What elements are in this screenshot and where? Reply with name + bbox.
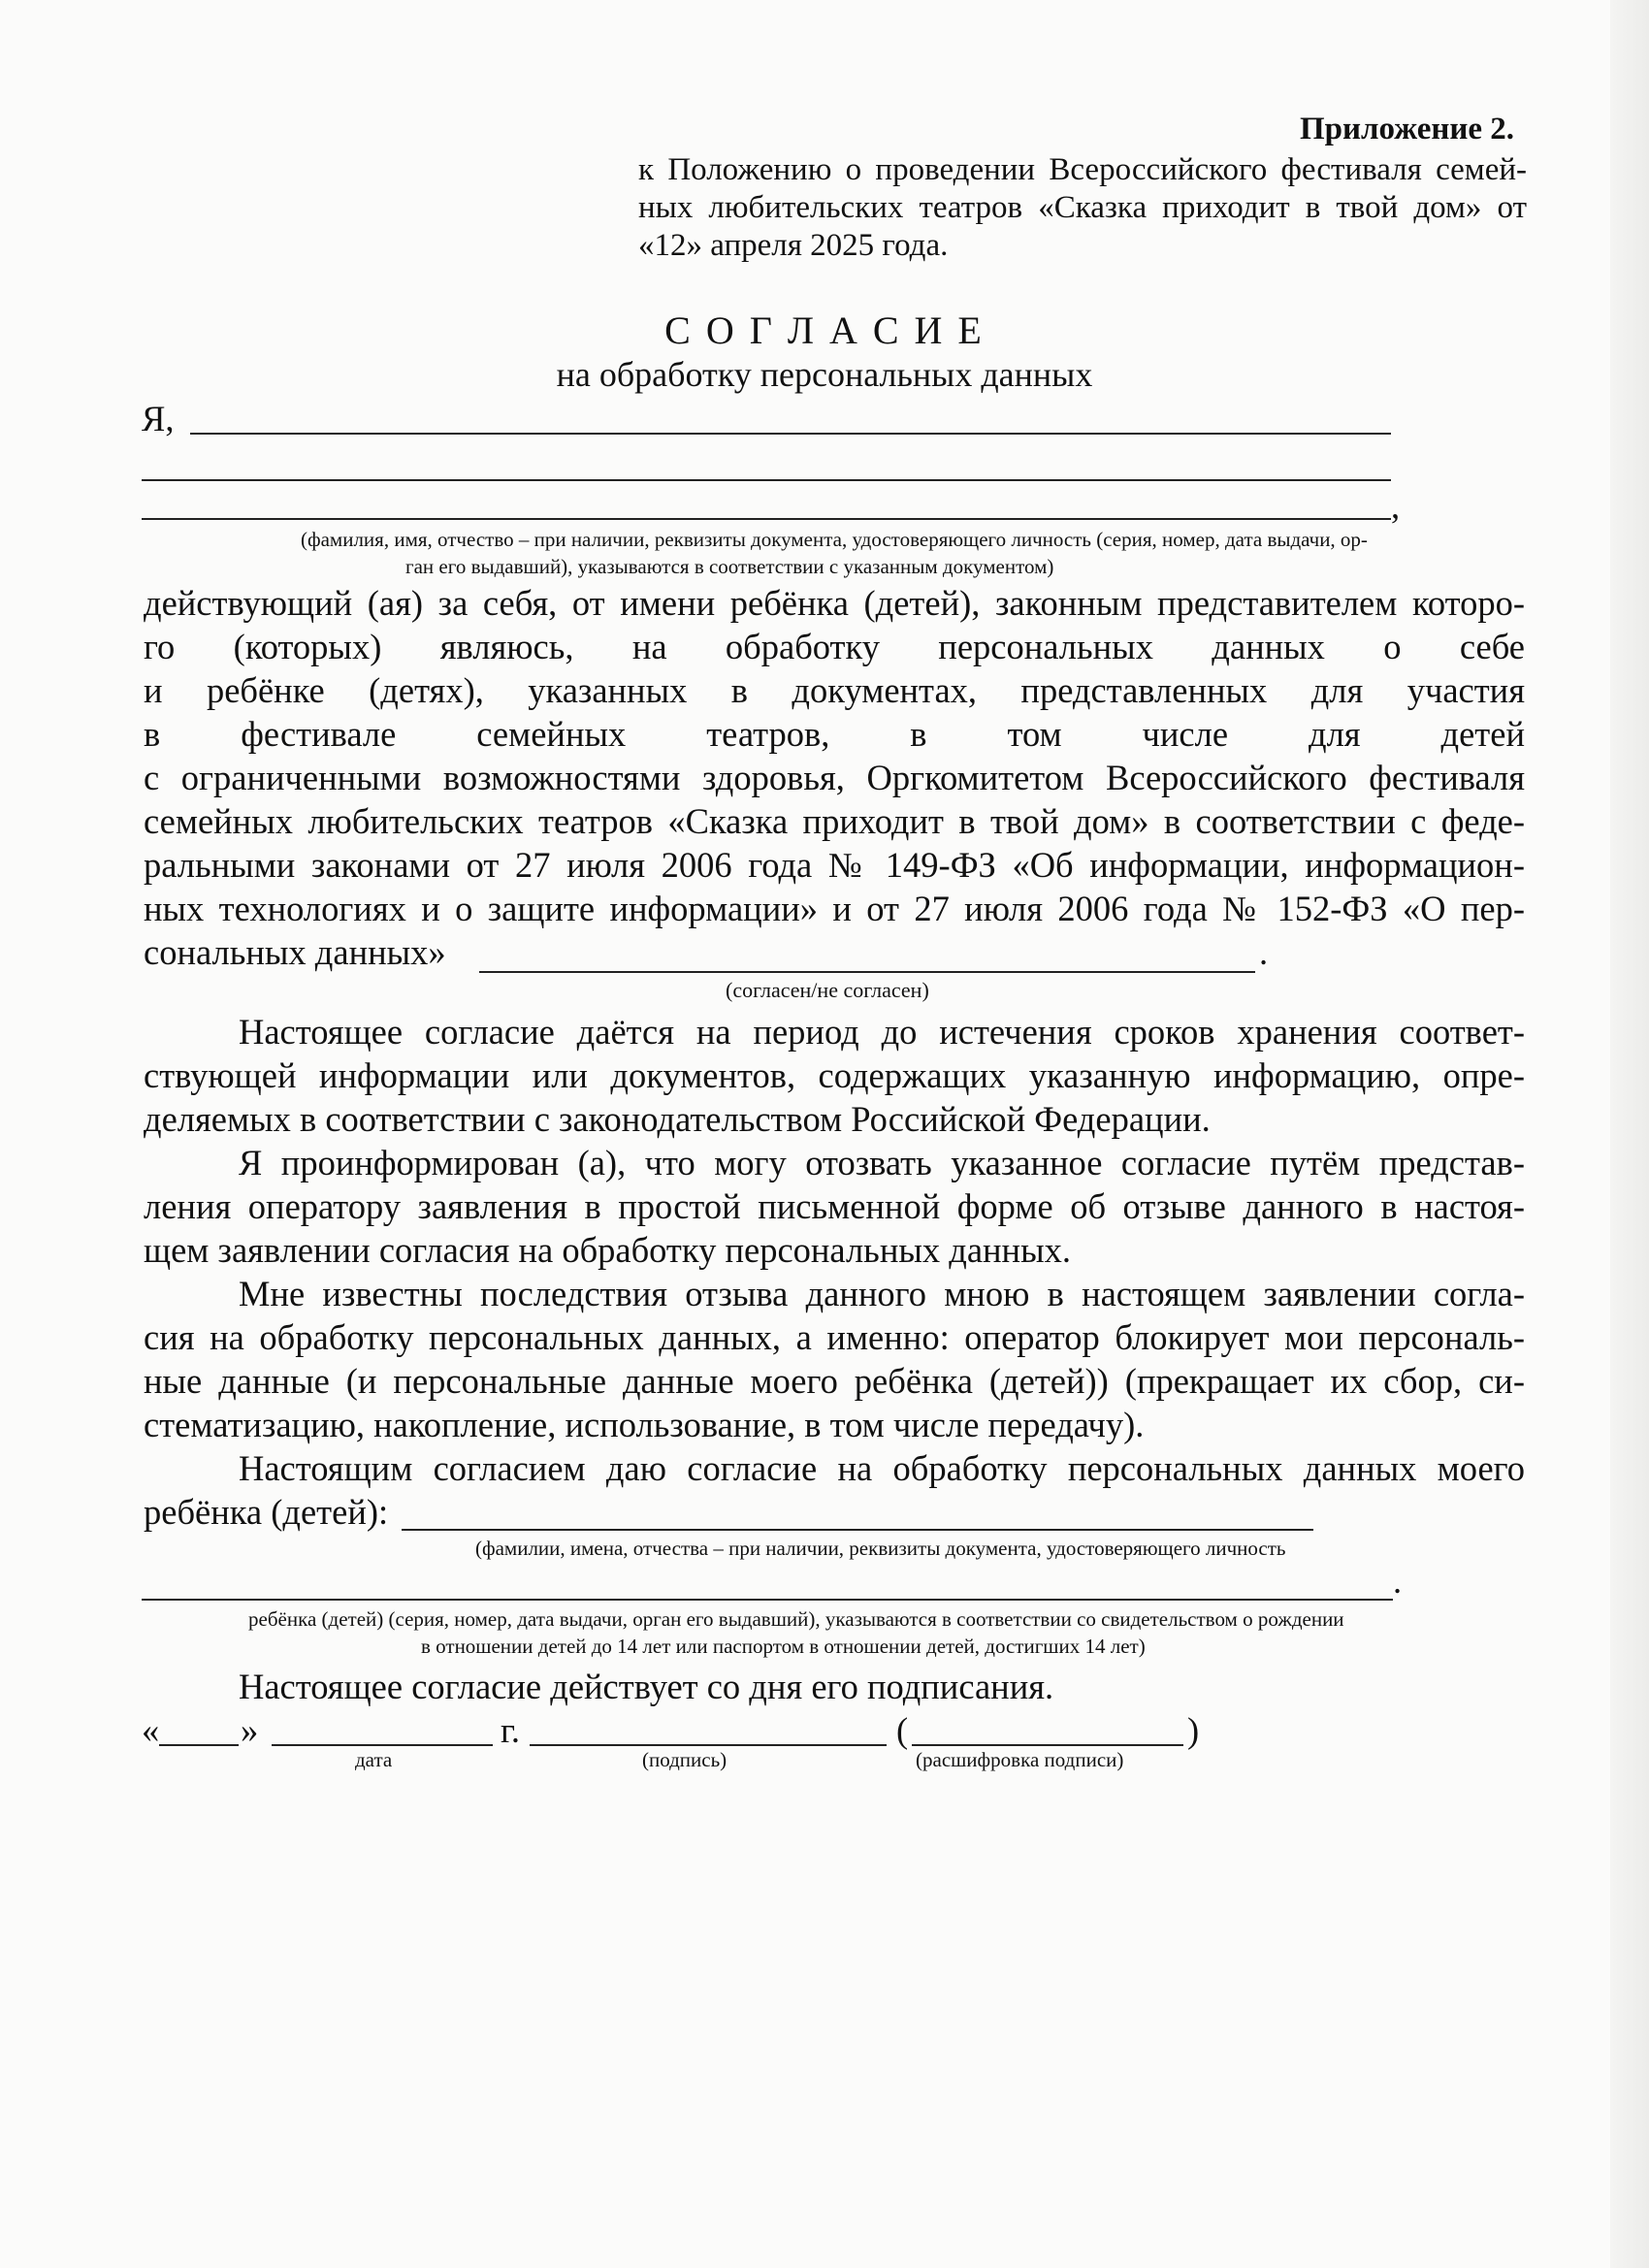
identity-fill-line-1[interactable]	[190, 433, 1391, 435]
consent-note: (согласен/не согласен)	[726, 978, 929, 1002]
para1-line-2: ствующей информации или документов, содержащих указанную информацию, опре-	[144, 1055, 1525, 1095]
document-subtitle: на обработку персональных данных	[556, 355, 1093, 394]
para3-last: стематизацию, накопление, использование, в том числе передачу).	[144, 1405, 1145, 1444]
year-suffix: г.	[501, 1710, 520, 1750]
para1-line-1: Настоящее согласие даётся на период до истечения сроков хранения соответ-	[239, 1012, 1525, 1052]
decoding-fill-line[interactable]	[912, 1744, 1183, 1746]
identity-note-2: ган его выдавший), указываются в соответствии с указанным документом)	[405, 555, 1054, 578]
signature-fill-line[interactable]	[530, 1744, 887, 1746]
day-fill-line[interactable]	[159, 1744, 239, 1746]
signature-label: (подпись)	[642, 1748, 728, 1771]
main-last-line: сональных данных»	[144, 932, 446, 972]
main-line-2: го (которых) являюсь, на обработку персональных данных о себе	[144, 627, 1525, 666]
para4-last: ребёнка (детей):	[144, 1492, 389, 1532]
main-line-8: ных технологиях и о защите информации» и от 27 июля 2006 года № 152-ФЗ «О пер-	[144, 889, 1525, 928]
para4-line-1: Настоящим согласием даю согласие на обработку персональных данных моего	[239, 1448, 1525, 1488]
appendix-line-3: «12» апреля 2025 года.	[638, 228, 949, 263]
main-line-1: действующий (ая) за себя, от имени ребёнка (детей), законным представителем которо-	[144, 583, 1525, 623]
children-fill-line-1[interactable]	[402, 1529, 1313, 1531]
para2-last: щем заявлении согласия на обработку персональных данных.	[144, 1230, 1071, 1270]
main-line-4: в фестивале семейных театров, в том числе для детей	[144, 714, 1525, 754]
decoding-open-paren: (	[896, 1710, 909, 1750]
identity-note-1: (фамилия, имя, отчество – при наличии, реквизиты документа, удостоверяющего личность (серия, номер, дата выдачи, ор-	[301, 528, 1368, 551]
identity-prefix: Я,	[142, 399, 175, 438]
identity-fill-line-2[interactable]	[142, 479, 1391, 481]
consent-end-dot: .	[1259, 932, 1269, 972]
date-close-quote: »	[241, 1710, 259, 1750]
identity-comma: ,	[1391, 486, 1401, 526]
month-fill-line[interactable]	[272, 1744, 493, 1746]
consent-fill-line[interactable]	[479, 971, 1255, 973]
para1-last: деляемых в соответствии с законодательством Российской Федерации.	[144, 1099, 1211, 1139]
children-fill-line-2[interactable]	[142, 1599, 1393, 1601]
appendix-title: Приложение 2.	[1300, 112, 1515, 146]
identity-fill-line-3[interactable]	[142, 518, 1391, 520]
children-end-dot: .	[1393, 1561, 1403, 1601]
appendix-line-2: ных любительских театров «Сказка приходит в твой дом» от	[638, 190, 1527, 225]
children-note-2: ребёнка (детей) (серия, номер, дата выдачи, орган его выдавший), указываются в соответствии со свидетельством о рождении	[248, 1607, 1344, 1631]
date-label: дата	[355, 1748, 393, 1771]
main-line-7: ральными законами от 27 июля 2006 года № 149-ФЗ «Об информации, информацион-	[144, 845, 1525, 885]
main-line-5: с ограниченными возможностями здоровья, Оргкомитетом Всероссийского фестиваля	[144, 758, 1525, 797]
appendix-line-1: к Положению о проведении Всероссийского фестиваля семей-	[638, 152, 1527, 187]
main-line-3: и ребёнке (детях), указанных в документах, представленных для участия	[144, 670, 1525, 710]
decoding-close-paren: )	[1187, 1710, 1200, 1750]
para3-line-3: ные данные (и персональные данные моего ребёнка (детей)) (прекращает их сбор, си-	[144, 1361, 1525, 1401]
main-line-6: семейных любительских театров «Сказка приходит в твой дом» в соответствии с феде-	[144, 801, 1525, 841]
para3-line-2: сия на обработку персональных данных, а именно: оператор блокирует мои персональ-	[144, 1317, 1525, 1357]
children-note-3: в отношении детей до 14 лет или паспортом в отношении детей, достигших 14 лет)	[421, 1635, 1146, 1658]
para2-line-1: Я проинформирован (а), что могу отозвать указанное согласие путём представ-	[239, 1143, 1525, 1183]
para3-line-1: Мне известны последствия отзыва данного мною в настоящем заявлении согла-	[239, 1274, 1525, 1313]
date-open-quote: «	[142, 1710, 160, 1750]
children-note-1: (фамилии, имена, отчества – при наличии, реквизиты документа, удостоверяющего личность	[475, 1537, 1286, 1560]
document-title: С О Г Л А С И Е	[664, 308, 985, 352]
decoding-label: (расшифровка подписи)	[916, 1748, 1124, 1771]
para2-line-2: ления оператору заявления в простой письменной форме об отзыве данного в настоя-	[144, 1186, 1525, 1226]
validity-statement: Настоящее согласие действует со дня его подписания.	[239, 1667, 1054, 1706]
